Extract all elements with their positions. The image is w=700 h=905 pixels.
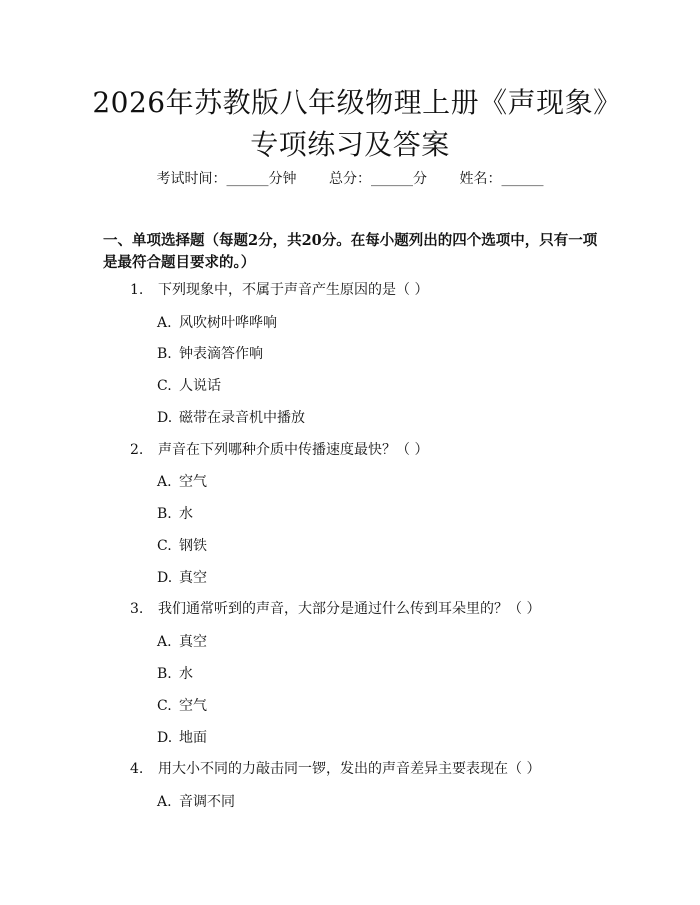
option-1d [157, 409, 305, 427]
option-1b [157, 345, 263, 363]
option-3c [157, 697, 207, 715]
option-letter: A. [157, 794, 172, 810]
option-letter: D. [157, 410, 173, 426]
exam-time: 考试时间：______分钟 [156, 171, 297, 187]
section-heading: 一、单项选择题（每题2分，共20分。在每小题列出的四个选项中，只有一项是最符合题目要求的。） [103, 232, 598, 271]
question-3 [130, 600, 540, 618]
question-number: 2. [130, 442, 144, 458]
question-text: 声音在下列哪种介质中传播速度最快？（ ） [158, 442, 429, 458]
option-2c [157, 537, 207, 555]
exam-meta [0, 170, 700, 188]
question-2 [130, 441, 428, 459]
question-text: 用大小不同的力敲击同一锣，发出的声音差异主要表现在（ ） [158, 761, 541, 777]
question-number: 3. [130, 601, 144, 617]
option-letter: B. [157, 506, 172, 522]
option-3d [157, 729, 207, 747]
option-letter: C. [157, 378, 172, 394]
option-letter: A. [157, 474, 172, 490]
question-number: 4. [130, 761, 144, 777]
option-2a [157, 473, 207, 491]
student-name: 姓名：______ [459, 171, 544, 187]
option-text: 地面 [179, 730, 207, 746]
option-text: 空气 [179, 698, 207, 714]
question-4 [130, 760, 540, 778]
option-letter: C. [157, 698, 172, 714]
question-number: 1. [130, 282, 144, 298]
option-letter: C. [157, 538, 172, 554]
option-text: 真空 [179, 570, 207, 586]
question-text: 我们通常听到的声音，大部分是通过什么传到耳朵里的？（ ） [158, 601, 541, 617]
option-1a [157, 314, 277, 332]
option-text: 音调不同 [179, 794, 235, 810]
option-letter: B. [157, 346, 172, 362]
option-text: 风吹树叶哗哗响 [179, 315, 277, 331]
option-2b [157, 505, 193, 523]
option-letter: D. [157, 570, 173, 586]
option-text: 水 [179, 506, 193, 522]
option-letter: A. [157, 634, 172, 650]
document-title: 2026年苏教版八年级物理上册《声现象》专项练习及答案 [92, 86, 608, 161]
option-text: 空气 [179, 474, 207, 490]
question-text: 下列现象中，不属于声音产生原因的是（ ） [158, 282, 429, 298]
question-1 [130, 281, 428, 299]
option-text: 水 [179, 666, 193, 682]
option-3b [157, 665, 193, 683]
option-3a [157, 633, 207, 651]
option-text: 真空 [179, 634, 207, 650]
option-2d [157, 569, 207, 587]
option-1c [157, 377, 221, 395]
option-letter: B. [157, 666, 172, 682]
total-score: 总分：______分 [329, 171, 427, 187]
option-text: 人说话 [179, 378, 221, 394]
option-text: 钟表滴答作响 [179, 346, 263, 362]
option-4a [157, 793, 235, 811]
option-text: 钢铁 [179, 538, 207, 554]
option-letter: A. [157, 315, 172, 331]
option-text: 磁带在录音机中播放 [179, 410, 305, 426]
option-letter: D. [157, 730, 173, 746]
